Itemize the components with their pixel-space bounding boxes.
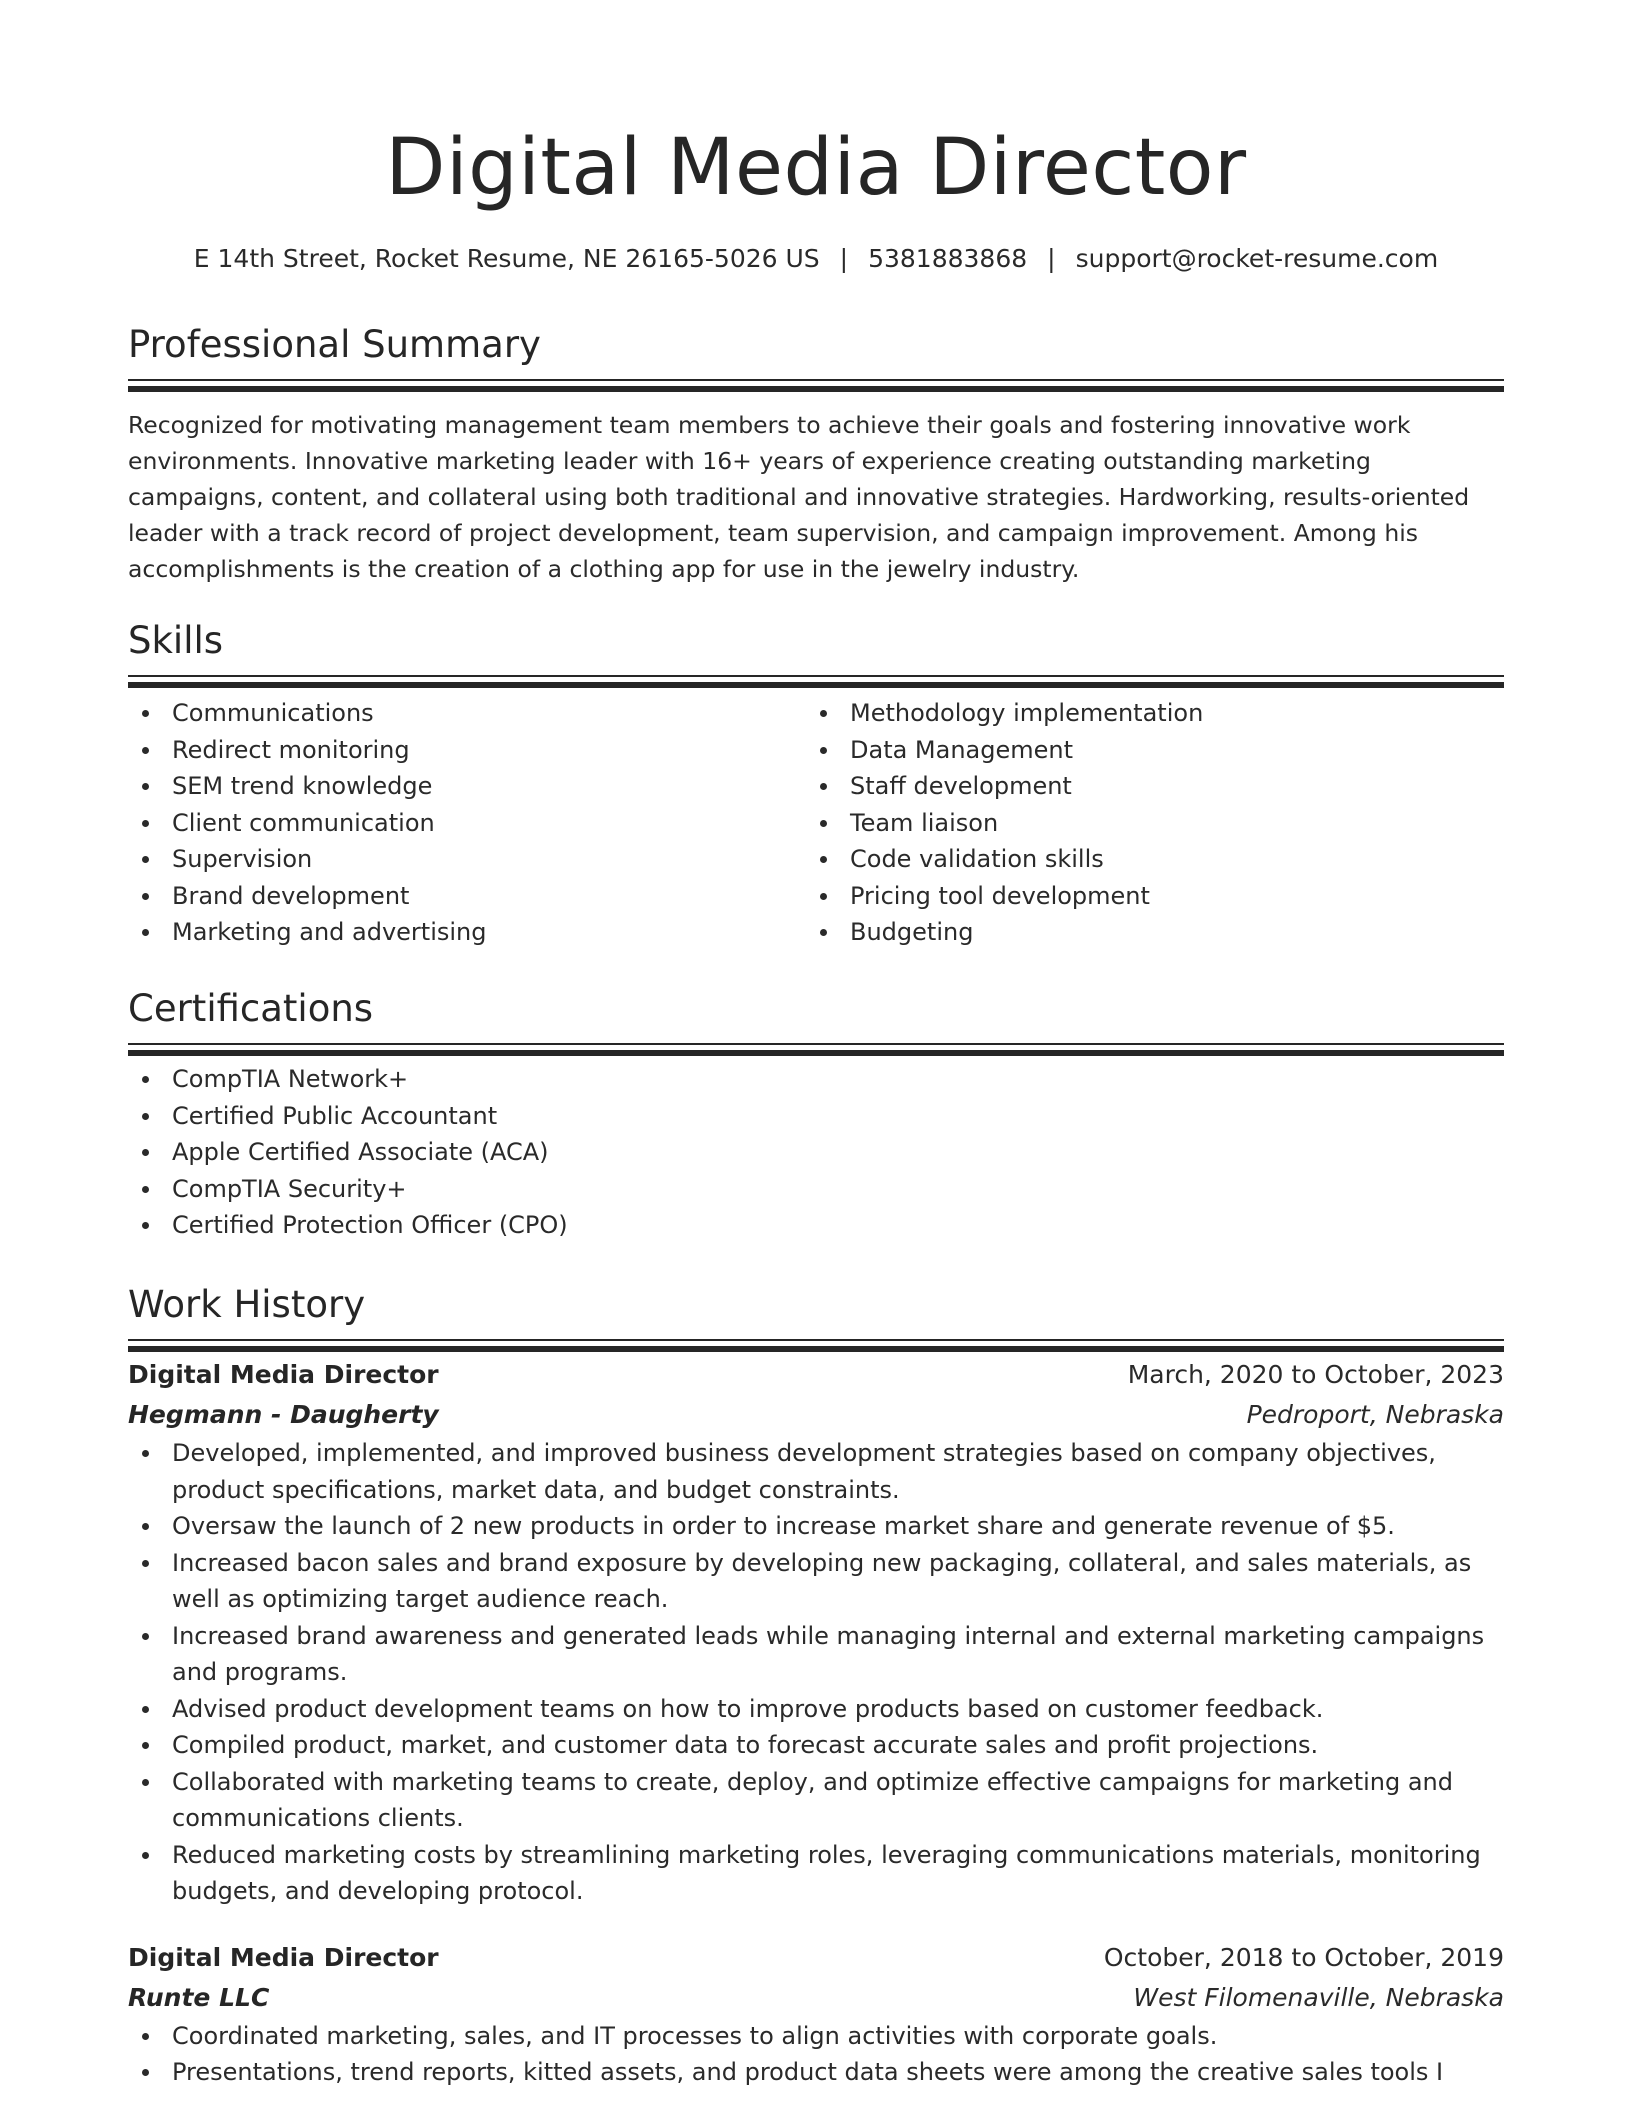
skills-list-left (128, 695, 806, 951)
list-item: Oversaw the launch of 2 new products in order to increase market share and generate revenue of $5. (128, 1508, 1504, 1545)
summary-text: Recognized for motivating management team members to achieve their goals and fostering innovative work environments. Innovative marketing leader with 16+ years of experience creating outstanding marketing campaigns, content, and collateral using both traditional and innovative strategies. Hardworking, results-oriented leader with a track record of project development, team supervision, and campaign improvement. Among his accomplishments is the creation of a clothing app for use in the jewelry industry. (128, 411, 1470, 583)
list-item: Brand development (128, 878, 806, 915)
list-item: Increased bacon sales and brand exposure by developing new packaging, collateral, and sales materials, as well as optimizing target audience reach. (128, 1545, 1504, 1618)
certifications-list (128, 1061, 1504, 1244)
job-title: Digital Media Director (128, 1942, 439, 1972)
job-subheader (128, 1978, 1504, 2018)
job-bullet-list (128, 1435, 1504, 1910)
section-divider (128, 1043, 1504, 1045)
list-item: Client communication (128, 805, 806, 842)
list-item: Staff development (806, 768, 1484, 805)
skills-section (128, 617, 1504, 951)
section-divider (128, 1339, 1504, 1341)
list-item: Developed, implemented, and improved business development strategies based on company objectives, product specifications, market data, and budget constraints. (128, 1435, 1504, 1508)
list-item: Compiled product, market, and customer data to forecast accurate sales and profit projections. (128, 1727, 1504, 1764)
contact-phone: 5381883868 (868, 244, 1028, 273)
jobs-container (128, 1355, 1504, 2091)
list-item: Apple Certified Associate (ACA) (128, 1134, 1504, 1171)
list-item: CompTIA Security+ (128, 1171, 1504, 1208)
job-header (128, 1938, 1504, 1978)
section-title-work-history: Work History (128, 1283, 366, 1326)
section-title-summary: Professional Summary (128, 323, 541, 366)
list-item: Code validation skills (806, 841, 1484, 878)
list-item: Team liaison (806, 805, 1484, 842)
section-title-skills: Skills (128, 619, 224, 662)
list-item: Redirect monitoring (128, 732, 806, 769)
job-entry (128, 1355, 1504, 1910)
job-header (128, 1355, 1504, 1395)
summary-section (128, 321, 1504, 587)
contact-separator: | (1047, 244, 1056, 273)
skills-column-right (806, 695, 1484, 951)
list-item: Marketing and advertising (128, 914, 806, 951)
list-item: Data Management (806, 732, 1484, 769)
list-item: Increased brand awareness and generated leads while managing internal and external marketing campaigns and programs. (128, 1618, 1504, 1691)
resume-page (128, 0, 1504, 2086)
list-item: Advised product development teams on how to improve products based on customer feedback. (128, 1691, 1504, 1728)
list-item: Communications (128, 695, 806, 732)
list-item: Certified Public Accountant (128, 1098, 1504, 1135)
skills-column-left (128, 695, 806, 951)
job-subheader (128, 1395, 1504, 1435)
skills-list-right (806, 695, 1484, 951)
list-item: Certified Protection Officer (CPO) (128, 1207, 1504, 1244)
job-location: Pedroport, Nebraska (1246, 1400, 1504, 1429)
section-divider (128, 379, 1504, 381)
job-dates: October, 2018 to October, 2019 (1103, 1942, 1504, 1972)
contact-email: support@rocket-resume.com (1075, 244, 1439, 273)
list-item: Presentations, trend reports, kitted assets, and product data sheets were among the creative sales tools I (128, 2054, 1504, 2091)
list-item: Reduced marketing costs by streamlining marketing roles, leveraging communications materials, monitoring budgets, and developing protocol. (128, 1837, 1504, 1910)
list-item: Collaborated with marketing teams to create, deploy, and optimize effective campaigns for marketing and communications clients. (128, 1764, 1504, 1837)
job-title: Digital Media Director (128, 1360, 439, 1389)
contact-separator: | (839, 244, 849, 273)
list-item: Coordinated marketing, sales, and IT processes to align activities with corporate goals. (128, 2018, 1504, 2055)
skills-grid (128, 695, 1504, 951)
contact-address: E 14th Street, Rocket Resume, NE 26165-5026 US (193, 244, 820, 273)
section-title-certifications: Certifications (128, 987, 374, 1030)
list-item: Budgeting (806, 914, 1484, 951)
section-divider (128, 675, 1504, 677)
job-bullet-list (128, 2018, 1504, 2091)
list-item: SEM trend knowledge (128, 768, 806, 805)
job-company: Hegmann - Daugherty (128, 1400, 439, 1429)
job-dates: March, 2020 to October, 2023 (1127, 1360, 1504, 1389)
contact-line (128, 242, 1504, 276)
resume-name: Digital Media Director (385, 123, 1247, 213)
job-location: West Filomenaville, Nebraska (1133, 1982, 1504, 2012)
certifications-section (128, 985, 1504, 1244)
job-entry (128, 1938, 1504, 2091)
list-item: CompTIA Network+ (128, 1061, 1504, 1098)
list-item: Pricing tool development (806, 878, 1484, 915)
job-company: Runte LLC (128, 1982, 270, 2012)
list-item: Supervision (128, 841, 806, 878)
work-history-section (128, 1281, 1504, 2091)
list-item: Methodology implementation (806, 695, 1484, 732)
